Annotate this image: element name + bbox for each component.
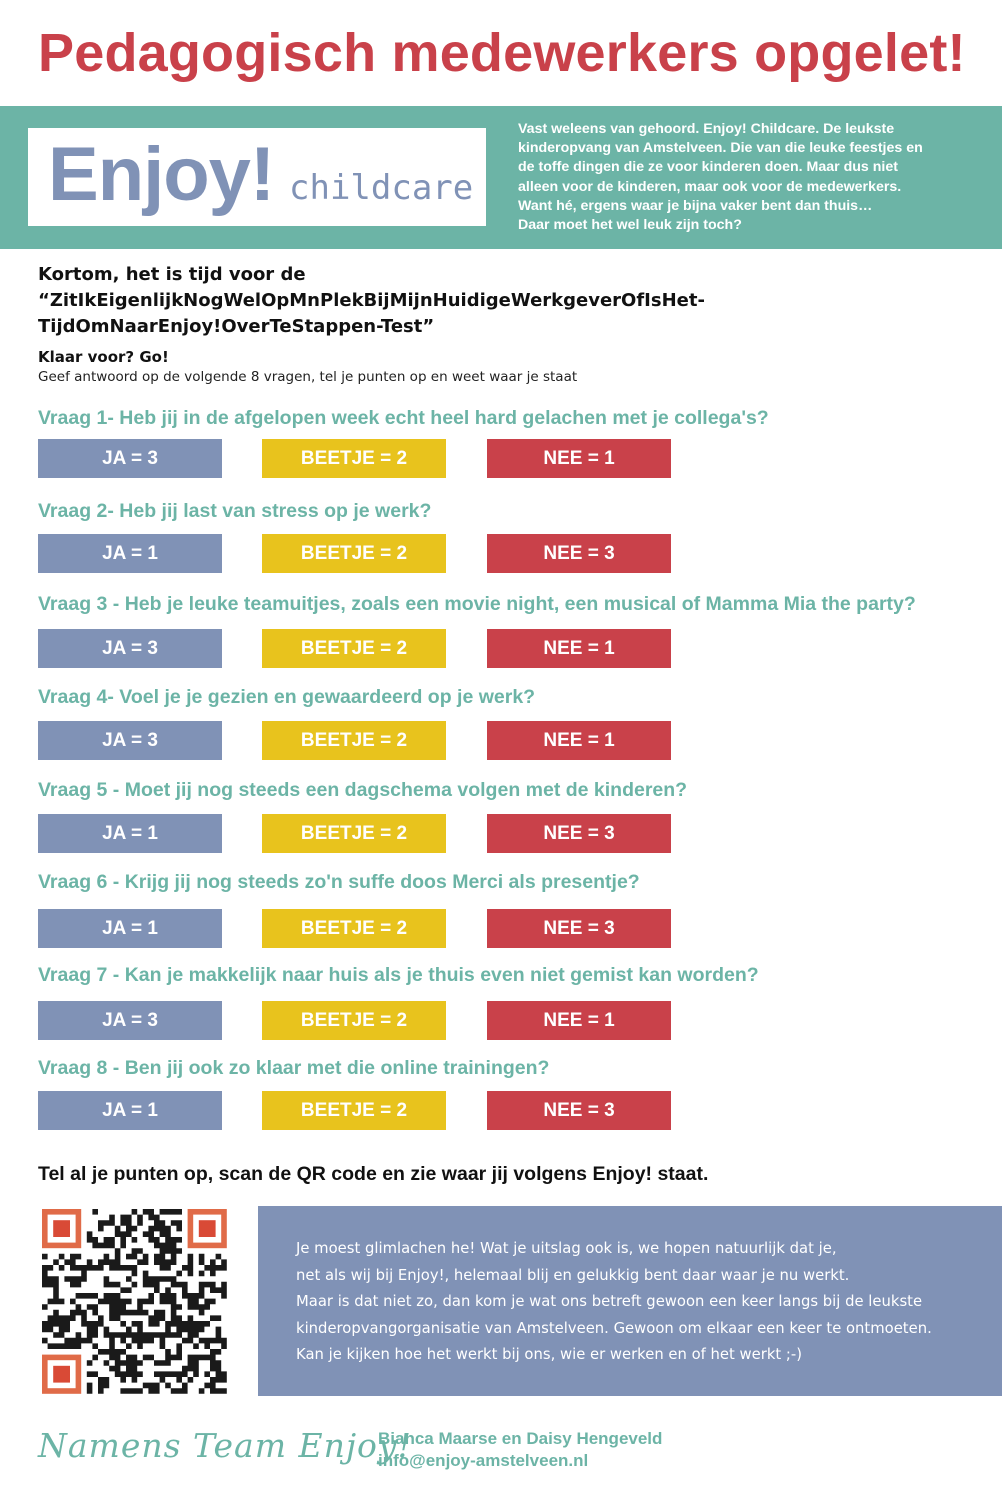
enjoy-childcare-logo [28,128,486,226]
question-2: Vraag 2- Heb jij last van stress op je werk? [38,500,432,522]
banner-line: Want hé, ergens waar je bijna vaker bent dan thuis… [518,197,873,214]
contact-info [378,1428,662,1472]
closing-line: Je moest glimlachen he! Wat je uitslag ook is, we hopen natuurlijk dat je, [296,1240,837,1257]
banner-line: de toffe dingen die ze voor kinderen doen. Maar dus niet [518,159,898,176]
page-title: Pedagogisch medewerkers opgelet! [38,23,966,83]
question-7: Vraag 7 - Kan je makkelijk naar huis als je thuis even niet gemist kan worden? [38,964,759,986]
ready-title: Klaar voor? Go! [38,348,169,366]
banner-line: Vast weleens van gehoord. Enjoy! Childcare. De leukste [518,121,895,137]
question-1: Vraag 1- Heb jij in de afgelopen week echt heel hard gelachen met je collega's? [38,407,769,429]
answer-beetje-q6: BEETJE = 2 [262,909,446,948]
logo-enjoy-text: Enjoy! [48,132,275,217]
intro-line: Kortom, het is tijd voor de “ZitIkEigenlijkNogWelOpMnPlekBijMijnHuidigeWerkgeverOfIsHet- [38,264,705,311]
closing-line: kinderopvangorganisatie van Amstelveen. Gewoon om elkaar een keer te ontmoeten. [296,1319,932,1337]
answer-nee-q1: NEE = 1 [487,439,671,478]
answer-beetje-q2: BEETJE = 2 [262,534,446,573]
answer-nee-q3: NEE = 1 [487,629,671,668]
intro-line: TijdOmNaarEnjoy!OverTeStappen-Test” [38,316,435,337]
answer-nee-q7: NEE = 1 [487,1001,671,1040]
answer-beetje-q5: BEETJE = 2 [262,814,446,853]
banner-line: kinderopvang van Amstelveen. Die van die leuke feestjes en [518,140,923,157]
intro-banner [0,106,1002,249]
answer-nee-q6: NEE = 3 [487,909,671,948]
answer-beetje-q7: BEETJE = 2 [262,1001,446,1040]
answer-ja-q2: JA = 1 [38,534,222,573]
answer-nee-q2: NEE = 3 [487,534,671,573]
answer-ja-q8: JA = 1 [38,1091,222,1130]
answer-ja-q3: JA = 3 [38,629,222,668]
banner-line: alleen voor de kinderen, maar ook voor de medewerkers. [518,178,902,195]
contact-names: Bianca Maarse en Daisy Hengeveld [378,1429,663,1448]
closing-message [296,1236,986,1369]
closing-line: Maar is dat niet zo, dan kom je wat ons betreft gewoon een keer langs bij de leukste [296,1293,923,1311]
answer-nee-q4: NEE = 1 [487,721,671,760]
question-5: Vraag 5 - Moet jij nog steeds een dagschema volgen met de kinderen? [38,779,688,801]
answer-ja-q7: JA = 3 [38,1001,222,1040]
tally-instruction: Tel al je punten op, scan de QR code en zie waar jij volgens Enjoy! staat. [38,1163,709,1185]
answer-beetje-q4: BEETJE = 2 [262,721,446,760]
closing-message-box [258,1206,1002,1396]
banner-text [518,120,968,235]
answer-nee-q8: NEE = 3 [487,1091,671,1130]
banner-line: Daar moet het wel leuk zijn toch? [518,217,742,234]
question-8: Vraag 8 - Ben jij ook zo klaar met die online trainingen? [38,1057,550,1079]
question-3: Vraag 3 - Heb je leuke teamuitjes, zoals een movie night, een musical of Mamma Mia the party? [38,593,916,615]
answer-nee-q5: NEE = 3 [487,814,671,853]
answer-beetje-q3: BEETJE = 2 [262,629,446,668]
answer-beetje-q1: BEETJE = 2 [262,439,446,478]
answer-ja-q6: JA = 1 [38,909,222,948]
answer-beetje-q8: BEETJE = 2 [262,1091,446,1130]
closing-line: net als wij bij Enjoy!, helemaal blij en gelukkig bent daar waar je nu werkt. [296,1266,850,1284]
closing-line: Kan je kijken hoe het werkt bij ons, wie er werken en of het werkt ;-) [296,1346,803,1364]
question-4: Vraag 4- Voel je je gezien en gewaardeerd op je werk? [38,686,536,708]
contact-email[interactable]: info@enjoy-amstelveen.nl [378,1451,589,1470]
answer-ja-q1: JA = 3 [38,439,222,478]
signature-team-enjoy: Namens Team Enjoy! [38,1426,412,1465]
qr-code-icon[interactable] [39,1206,231,1394]
test-intro [38,262,968,340]
answer-ja-q4: JA = 3 [38,721,222,760]
question-6: Vraag 6 - Krijg jij nog steeds zo'n suffe doos Merci als presentje? [38,871,640,893]
logo-childcare-text: childcare [289,168,474,208]
answer-ja-q5: JA = 1 [38,814,222,853]
ready-instructions: Geef antwoord op de volgende 8 vragen, tel je punten op en weet waar je staat [38,369,578,385]
qr-code-graphic [39,1206,231,1394]
